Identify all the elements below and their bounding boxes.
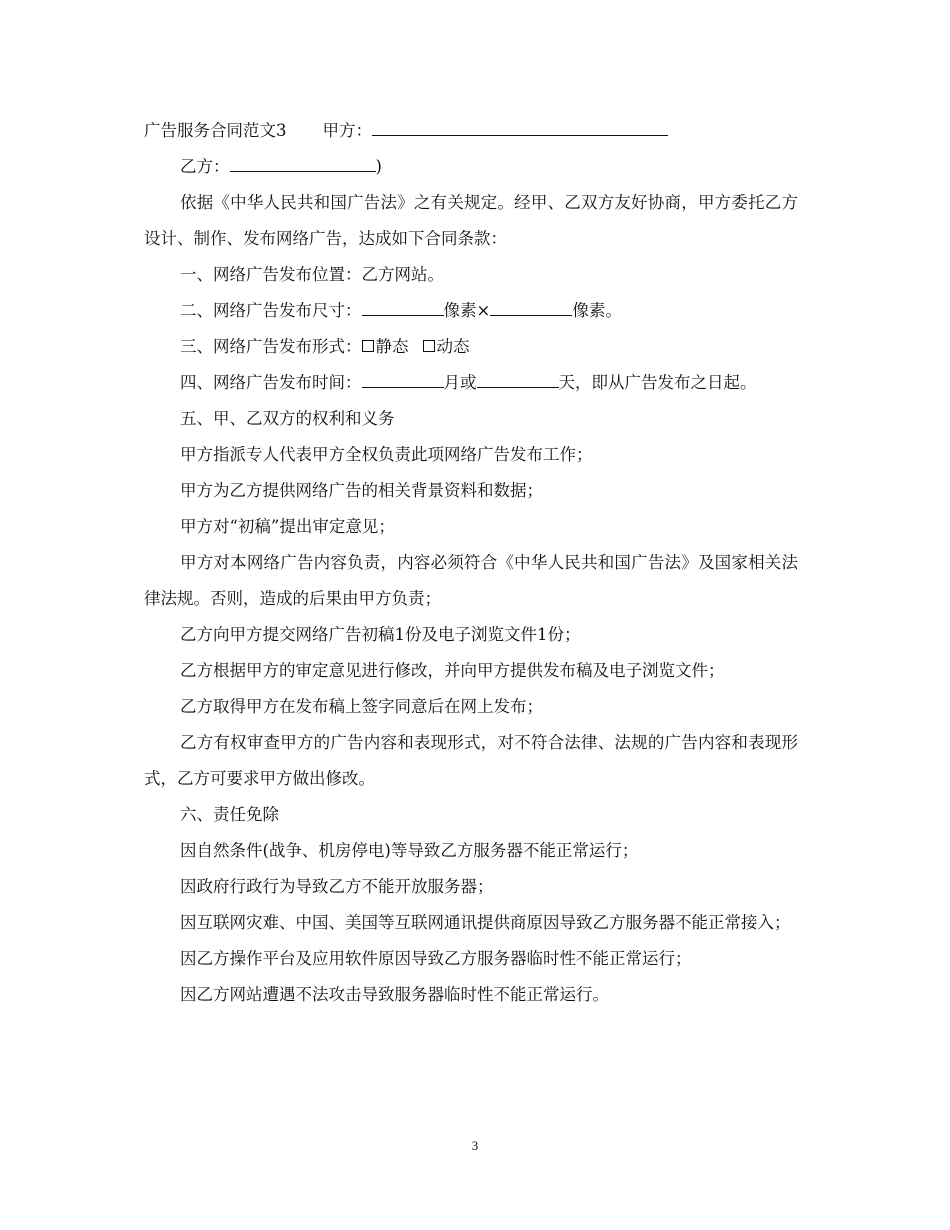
height-blank	[490, 300, 572, 316]
section5-item: 甲方对“初稿”提出审定意见；	[180, 517, 395, 536]
section6-item: 因乙方操作平台及应用软件原因导致乙方服务器临时性不能正常运行；	[180, 949, 692, 968]
days-unit: 天，即从广告发布之日起。	[558, 373, 757, 392]
clause-time	[144, 365, 798, 401]
party-a-blank	[372, 120, 668, 136]
intro-paragraph: 依据《中华人民共和国广告法》之有关规定。经甲、乙双方友好协商，甲方委托乙方设计、制作、发布网络广告，达成如下合同条款：	[144, 193, 798, 248]
section5-item: 甲方指派专人代表甲方全权负责此项网络广告发布工作；	[180, 445, 593, 464]
clause-size	[144, 293, 798, 329]
height-unit: 像素。	[572, 301, 622, 320]
section5-title: 五、甲、乙双方的权利和义务	[180, 409, 395, 428]
static-option-label: 静态	[375, 337, 409, 356]
section6-item: 因乙方网站遭遇不法攻击导致服务器临时性不能正常运行。	[180, 985, 609, 1004]
section6-item: 因互联网灾难、中国、美国等互联网通讯提供商原因导致乙方服务器不能正常接入；	[180, 913, 791, 932]
party-b-blank	[230, 156, 376, 172]
section5-item: 甲方对本网络广告内容负责，内容必须符合《中华人民共和国广告法》及国家相关法律法规。否则，造成的后果由甲方负责；	[144, 553, 798, 608]
section5-item: 甲方为乙方提供网络广告的相关背景资料和数据；	[180, 481, 543, 500]
dynamic-option-label: 动态	[436, 337, 470, 356]
section5-item: 乙方有权审查甲方的广告内容和表现形式，对不符合法律、法规的广告内容和表现形式，乙方可要求甲方做出修改。	[144, 733, 798, 788]
party-b-label: 乙方：	[180, 157, 230, 176]
section6-item: 因政府行政行为导致乙方不能开放服务器；	[180, 877, 494, 896]
section5-item: 乙方取得甲方在发布稿上签字同意后在网上发布；	[180, 697, 543, 716]
width-unit: 像素×	[443, 301, 491, 320]
static-checkbox	[362, 340, 374, 352]
party-b-line	[144, 149, 798, 185]
months-blank	[362, 372, 444, 388]
party-b-suffix: )	[375, 157, 382, 176]
contract-title: 广告服务合同范文3	[144, 121, 287, 140]
clause-size-label: 二、网络广告发布尺寸：	[180, 301, 362, 320]
dynamic-checkbox	[423, 340, 435, 352]
section6-item: 因自然条件(战争、机房停电)等导致乙方服务器不能正常运行；	[180, 841, 639, 860]
clause-format	[144, 329, 798, 365]
clause-position: 一、网络广告发布位置：乙方网站。	[180, 265, 444, 284]
section5-item: 乙方向甲方提交网络广告初稿1份及电子浏览文件1份；	[180, 625, 581, 644]
header-line	[144, 113, 798, 149]
party-a-label: 甲方：	[322, 121, 372, 140]
days-blank	[477, 372, 559, 388]
page-number: 3	[471, 1138, 479, 1153]
clause-format-label: 三、网络广告发布形式：	[180, 337, 362, 356]
section6-title: 六、责任免除	[180, 805, 279, 824]
width-blank	[362, 300, 444, 316]
clause-time-label: 四、网络广告发布时间：	[180, 373, 362, 392]
section5-item: 乙方根据甲方的审定意见进行修改，并向甲方提供发布稿及电子浏览文件；	[180, 661, 725, 680]
document-body	[144, 113, 798, 1013]
months-unit: 月或	[443, 373, 477, 392]
